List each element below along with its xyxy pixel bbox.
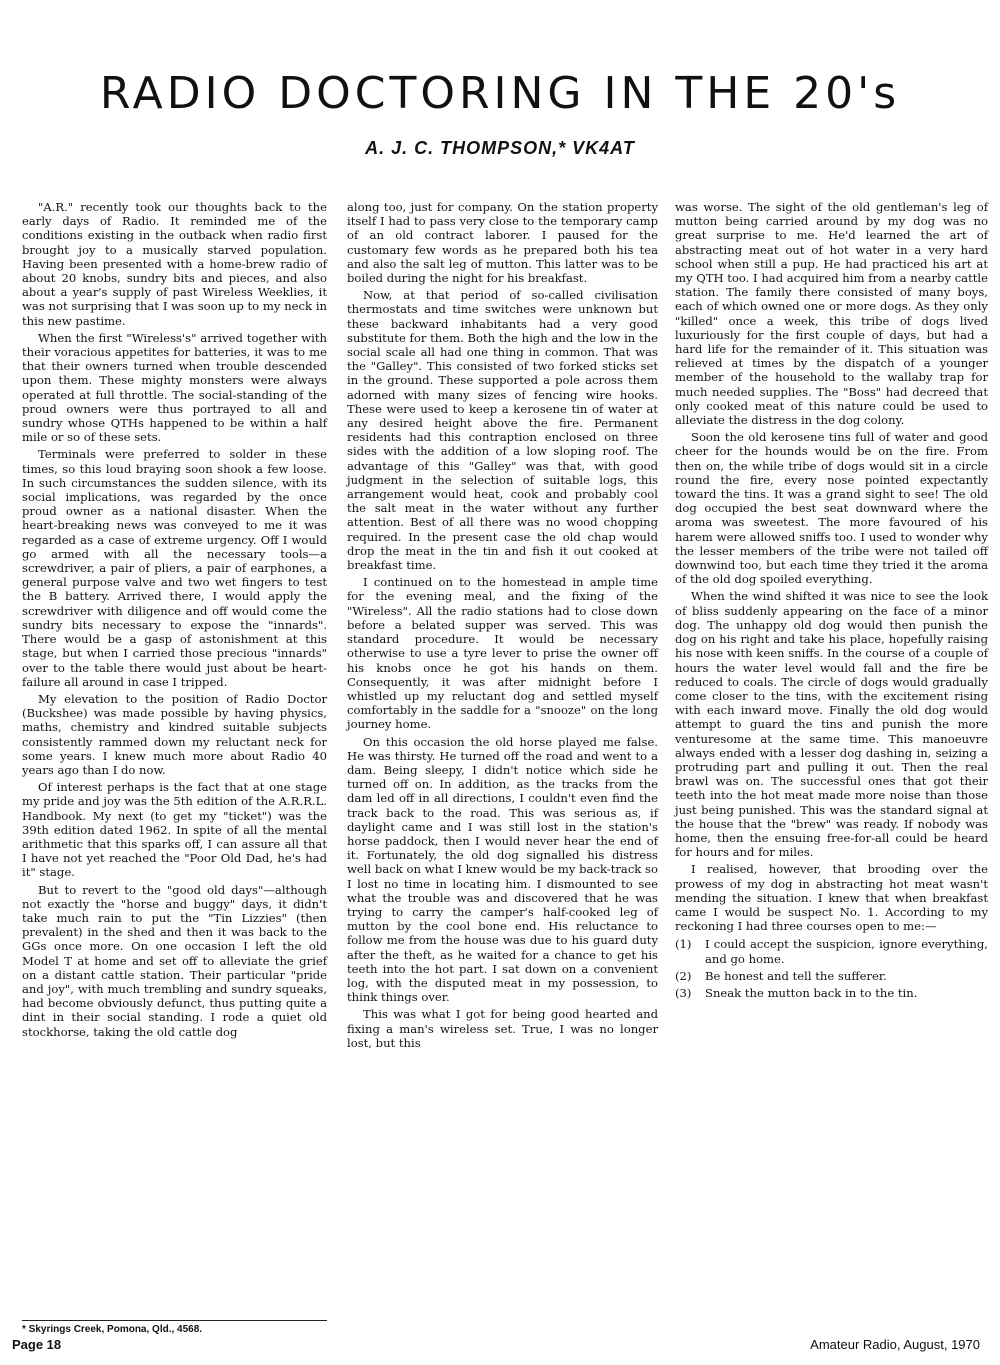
list-item <box>675 986 988 1000</box>
paragraph: I realised, however, that brooding over the prowess of my dog in abstracting hot meat wasn't mending the situation. I knew that when breakfast came I would be suspect No. 1. According to my reckoning I had three courses open to me:— <box>675 862 988 934</box>
paragraph: This was what I got for being good hearted and fixing a man's wireless set. True, I was no longer lost, but this <box>347 1007 658 1050</box>
paragraph: But to revert to the "good old days"—although not exactly the "horse and buggy" days, it didn't take much rain to put the "Tin Lizzies" (then prevalent) in the shed and then it was back to the GGs once more. On one occasion I left the old Model T at home and set off to alleviate the grief on a distant cattle station. Their particular "pride and joy", with much trembling and sundry squeaks, had become obviously defunct, thus putting quite a dint in their social standing. I rode a quiet old stockhorse, taking the old cattle dog <box>22 882 327 1039</box>
list-item <box>675 969 988 983</box>
paragraph: Terminals were preferred to solder in these times, so this loud braying soon shook a few loose. In such circumstances the sudden silence, with its social implications, was regarded by the once proud owner as a national disaster. When the heart-breaking news was conveyed to me it was regarded as a case of extreme urgency. Off I would go armed with all the necessary tools—a screwdriver, a pair of pliers, a pair of earphones, a general purpose valve and two wet fingers to test the B battery. Arrived there, I would apply the screwdriver with diligence and off would come the sundry bits necessary to expose the "innards". There would be a gasp of astonishment at this stage, but when I carried those precious "innards" over to the table there would just about be heart-failure all around in case I tripped. <box>22 447 327 689</box>
paragraph: Of interest perhaps is the fact that at one stage my pride and joy was the 5th edition of the A.R.R.L. Handbook. My next (to get my "ticket") was the 39th edition dated 1962. In spite of all the mental arithmetic that this sparks off, I can assure all that I have not yet reached the "Poor Old Dad, he's had it" stage. <box>22 780 327 880</box>
text-column-3 <box>675 200 988 1003</box>
paragraph: I continued on to the homestead in ample time for the evening meal, and the fixing of the "Wireless". All the radio stations had to close down before a belated supper was served. This was standard procedure. It would be necessary otherwise to use a tyre lever to prise the owner off his knobs once he got his hands on them. Consequently, it was after midnight before I whistled up my reluctant dog and settled myself comfortably in the saddle for a "snooze" on the long journey home. <box>347 575 658 732</box>
list-item <box>675 937 988 965</box>
list-number: (2) <box>675 968 692 983</box>
publication-info: Amateur Radio, August, 1970 <box>810 1337 980 1352</box>
footnote: * Skyrings Creek, Pomona, Qld., 4568. <box>22 1320 327 1335</box>
article-title: RADIO DOCTORING IN THE 20's <box>99 68 901 119</box>
paragraph: Soon the old kerosene tins full of water and good cheer for the hounds would be on the fire. From then on, the while tribe of dogs would sit in a circle round the fire, every nose pointed expectantly toward the tins. It was a grand sight to see! The old dog occupied the best seat downward where the aroma was sweetest. The more favoured of his harem were allowed sniffs too. I used to wonder why the lesser members of the tribe were not tailed off downwind too, but each time they tried it the aroma of the old dog spoiled everything. <box>675 430 988 587</box>
list-number: (1) <box>675 937 692 952</box>
list-text: Be honest and tell the sufferer. <box>705 968 887 983</box>
paragraph: On this occasion the old horse played me false. He was thirsty. He turned off the road and went to a dam. Being sleepy, I didn't notice which side he turned off on. In addition, as the tracks from the dam led off in all directions, I couldn't even find the track back to the road. This was serious as, if daylight came and I was still lost in the station's horse paddock, then I would never hear the end of it. Fortunately, the old dog signalled his distress well back on what I knew would be my back-track so I lost no time in locating him. I dismounted to see what the trouble was and discovered that he was trying to carry the camper's half-cooked leg of mutton by the cool bone end. His reluctance to follow me from the house was due to his guard duty after the theft, as he waited for a chance to get his teeth into the hot part. I sat down on a convenient log, with the disputed meat in my possession, to think things over. <box>347 734 658 1005</box>
paragraph: along too, just for company. On the station property itself I had to pass very close to the temporary camp of an old contract laborer. I paused for the customary few words as he prepared both his tea and also the salt leg of mutton. This latter was to be boiled during the night for his breakfast. <box>347 200 658 286</box>
list-number: (3) <box>675 985 692 1000</box>
paragraph: When the wind shifted it was nice to see the look of bliss suddenly appearing on the face of a minor dog. The unhappy old dog would then punish the dog on his right and take his place, hopefully raising his nose with keen sniffs. In the course of a couple of hours the water level would fall and the fire be reduced to coals. The circle of dogs would gradually come closer to the tins, with the excitement rising with each inward move. Finally the old dog would attempt to guard the tins and punish the more venturesome at the same time. This manoeuvre always ended with a lesser dog dashing in, seizing a protruding part and pulling it out. Then the real brawl was on. The successful ones that got their teeth into the hot meat made more noise than those just being punished. This was the standard signal at the house that the "brew" was ready. If nobody was home, then the ensuing free-for-all could be heard for hours and for miles. <box>675 589 988 860</box>
options-list <box>675 937 988 1000</box>
text-column-1 <box>22 200 327 1042</box>
paragraph: When the first "Wireless's" arrived together with their voracious appetites for batteries, it was to me that their owners turned when trouble descended upon them. These mighty monsters were always operated at full throttle. The social-standing of the proud owners were thus portrayed to all and sundry whose QTHs happened to be within a half mile or so of these sets. <box>22 330 327 445</box>
list-text: Sneak the mutton back in to the tin. <box>705 985 918 1000</box>
paragraph: My elevation to the position of Radio Doctor (Buckshee) was made possible by having physics, maths, chemistry and kindred suitable subjects consistently rammed down my reluctant neck for some years. I knew much more about Radio 40 years ago than I do now. <box>22 691 327 777</box>
paragraph: Now, at that period of so-called civilisation thermostats and time switches were unknown but these backward inhabitants had a very good substitute for them. Both the high and the low in the social scale all had one thing in common. That was the "Galley". This consisted of two forked sticks set in the ground. These supported a pole across them adorned with many sizes of fencing wire hooks. These were used to keep a kerosene tin of water at any desired height above the fire. Permanent residents had this contraption enclosed on three sides with the addition of a low sloping roof. The advantage of this "Galley" was that, with good judgment in the selection of suitable logs, this arrangement would heat, cook and probably cool the salt meat in the water without any further attention. Best of all there was no wood chopping required. In the present case the old chap would drop the meat in the tin and fish it out cooked at breakfast time. <box>347 288 658 573</box>
paragraph: was worse. The sight of the old gentleman's leg of mutton being carried around by my dog was no great surprise to me. He'd learned the art of abstracting meat out of hot water in a very hard school when still a pup. He had practiced his art at my QTH too. I had acquired him from a nearby cattle station. The family there consisted of many boys, each of which owned one or more dogs. As they only "killed" once a week, this tribe of dogs lived luxuriously for the first couple of days, but had a hard life for the remainder of it. This situation was relieved at times by the dispatch of a younger member of the household to the wallaby trap for much needed supplies. The "Boss" had decreed that only cooked meat of this nature could be used to alleviate the distress in the dog colony. <box>675 200 988 428</box>
text-column-2 <box>347 200 658 1053</box>
page-number: Page 18 <box>12 1337 62 1352</box>
list-text: I could accept the suspicion, ignore everything, and go home. <box>705 937 988 966</box>
paragraph: "A.R." recently took our thoughts back to the early days of Radio. It reminded me of the conditions existing in the outback when radio first brought joy to a musically starved population. Having been presented with a home-brew radio of about 20 knobs, sundry bits and pieces, and also about a year's supply of past Wireless Weeklies, it was not surprising that I was soon up to my neck in this new pastime. <box>22 200 327 328</box>
article-byline: A. J. C. THOMPSON,* VK4AT <box>365 138 635 158</box>
